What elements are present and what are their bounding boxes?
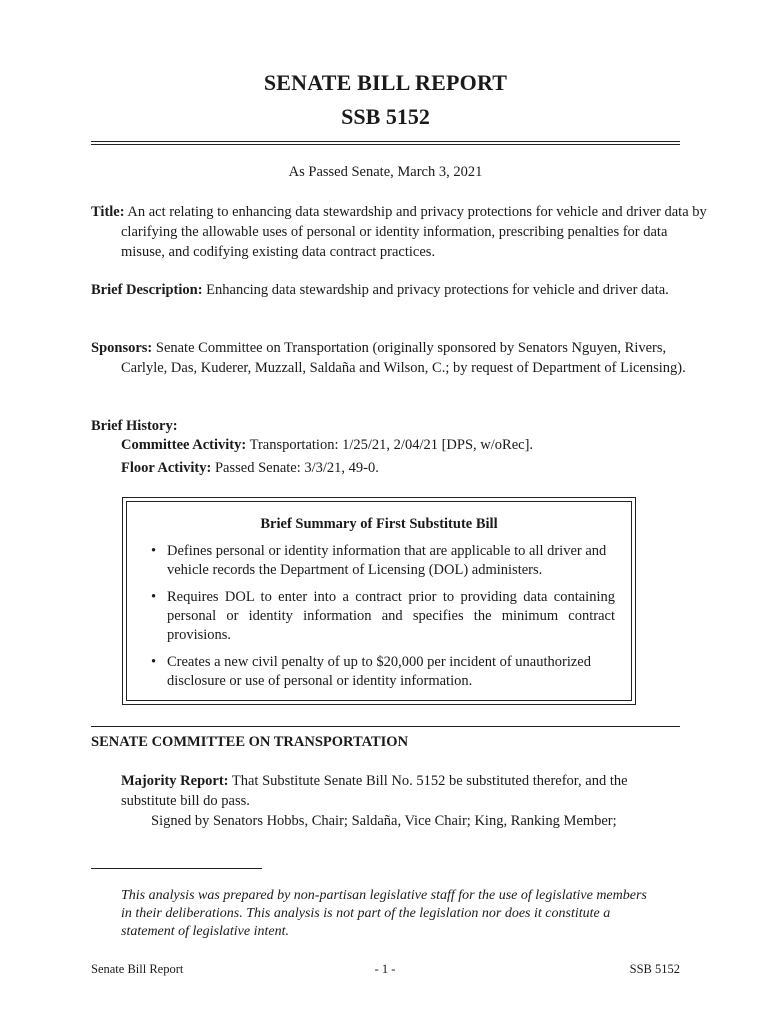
passed-status: As Passed Senate, March 3, 2021 — [288, 164, 483, 180]
brief-description-label: Brief Description: — [91, 282, 203, 298]
summary-bullet-text: Requires DOL to enter into a contract prior to providing data containing personal or identity information and specifies the minimum contract provisions. — [167, 589, 615, 643]
title-paragraph — [91, 202, 710, 262]
section-divider — [91, 726, 680, 727]
floor-activity — [121, 458, 680, 478]
bullet-icon: • — [151, 543, 157, 559]
summary-title: Brief Summary of First Substitute Bill — [260, 516, 498, 532]
bullet-icon: • — [151, 654, 157, 670]
title-text: An act relating to enhancing data stewardship and privacy protections for vehicle and driver data by clarifying the allowable uses of personal or identity information, prescribing penalties for data misuse, and codifying existing data contract practices. — [121, 204, 707, 260]
header-divider — [91, 141, 680, 142]
majority-report — [121, 771, 680, 811]
bullet-icon: • — [151, 589, 157, 605]
brief-description-text: Enhancing data stewardship and privacy protections for vehicle and driver data. — [206, 282, 669, 298]
committee-activity — [121, 435, 680, 455]
committee-heading: SENATE COMMITTEE ON TRANSPORTATION — [91, 734, 409, 750]
footer-report-name: Senate Bill Report — [91, 962, 184, 976]
sponsors-paragraph — [91, 338, 710, 378]
summary-bullet — [149, 653, 615, 691]
brief-description-paragraph — [91, 280, 710, 300]
majority-report-text: That Substitute Senate Bill No. 5152 be substituted therefor, and the substitute bill do pass. — [121, 773, 628, 809]
majority-report-label: Majority Report: — [121, 773, 229, 789]
report-title: SENATE BILL REPORT — [263, 70, 508, 95]
title-label: Title: — [91, 204, 125, 220]
floor-activity-text: Passed Senate: 3/3/21, 49-0. — [214, 460, 379, 476]
summary-bullet-text: Creates a new civil penalty of up to $20,000 per incident of unauthorized disclosure or use of personal or identity information. — [167, 654, 591, 689]
brief-summary-box — [122, 497, 636, 705]
footnote-disclaimer: This analysis was prepared by non-partisan legislative staff for the use of legislative members in their deliberations. This analysis is not part of the legislation nor does it constitute a statement of legislative intent. — [121, 888, 647, 939]
committee-activity-label: Committee Activity: — [121, 437, 247, 453]
brief-history-label: Brief History: — [91, 418, 178, 434]
floor-activity-label: Floor Activity: — [121, 460, 212, 476]
committee-activity-text: Transportation: 1/25/21, 2/04/21 [DPS, w/oRec]. — [249, 437, 534, 453]
page-number: - 1 - — [374, 962, 396, 976]
brief-history-heading — [91, 416, 680, 436]
summary-bullet-text: Defines personal or identity information that are applicable to all driver and vehicle records the Department of Licensing (DOL) administers. — [167, 543, 607, 578]
sponsors-text: Senate Committee on Transportation (originally sponsored by Senators Nguyen, Rivers, Carlyle, Das, Kuderer, Muzzall, Saldaña and Wilson, C.; by request of Department of Licensing). — [121, 340, 686, 376]
summary-bullet — [149, 542, 615, 580]
bill-number: SSB 5152 — [341, 104, 430, 129]
footer-bill-number: SSB 5152 — [629, 962, 680, 976]
summary-bullet — [149, 588, 615, 645]
sponsors-label: Sponsors: — [91, 340, 153, 356]
signed-line: Signed by Senators Hobbs, Chair; Saldaña, Vice Chair; King, Ranking Member; — [151, 813, 617, 829]
footnote-divider — [91, 868, 262, 869]
report-header — [91, 68, 680, 132]
